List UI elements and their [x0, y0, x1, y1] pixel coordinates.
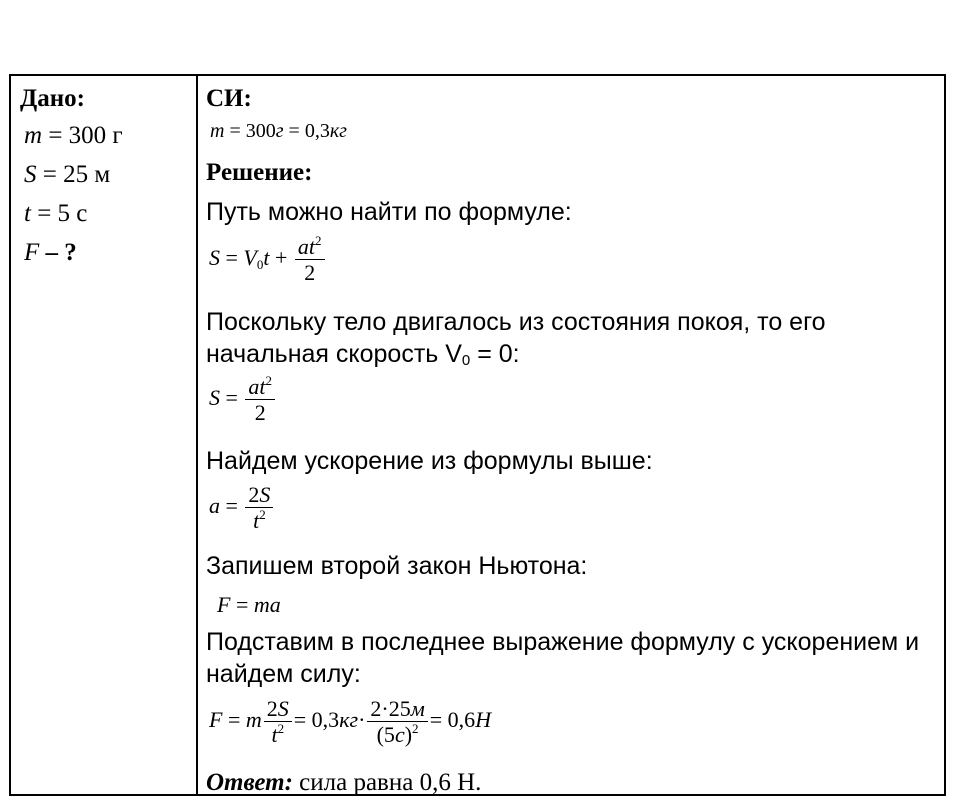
step-text-5-line2: найдем силу:: [206, 660, 361, 688]
step-text-2-line1: Поскольку тело двигалось из состояния покоя, то его: [206, 308, 826, 336]
formula-path: $S = V_0t$ + $\frac{at^2}{2}$: [209, 234, 327, 286]
given-item-time: [24, 201, 87, 226]
given-item-force: [24, 240, 77, 265]
formula-force-result: F = m $\frac{2S}{t^2}$ = 0,3кг· 2·25м $(5с)^2$ = 0,6H: [209, 696, 492, 748]
answer-text: сила равна 0,6 Н.: [299, 769, 482, 796]
given-item-mass: [24, 123, 123, 148]
step-text-5-line1: Подставим в последнее выражение формулу с ускорением и: [206, 628, 920, 656]
given-unknown: – ?: [45, 239, 77, 266]
si-conversion: m = 300г = 0,3кг: [210, 120, 347, 142]
formula-acceleration: a = $\frac{2S}{t^2}$: [209, 482, 275, 534]
given-item-distance: [24, 162, 110, 187]
step-text-1: Путь можно найти по формуле:: [206, 198, 572, 226]
given-value: = 5 с: [37, 200, 88, 227]
given-value: = 25 м: [42, 161, 111, 188]
step-text-2-line2: начальная скорость $V_0 = 0$:: [206, 340, 520, 369]
given-var: S: [24, 161, 37, 188]
column-divider: [196, 76, 198, 794]
given-var: m: [24, 122, 43, 149]
formula-newton: F = ma: [217, 592, 281, 617]
formula-path-rest: S = $\frac{at^2}{2}$: [209, 374, 277, 426]
answer-label: Ответ:: [206, 769, 293, 796]
step-text-3: Найдем ускорение из формулы выше:: [206, 447, 653, 475]
solution-table: [9, 74, 946, 796]
si-heading: СИ:: [206, 85, 252, 112]
step-text-4: Запишем второй закон Ньютона:: [206, 552, 588, 580]
given-heading: Дано:: [20, 85, 85, 112]
given-value: = 300 г: [48, 122, 123, 149]
answer-line: [206, 770, 481, 795]
solution-heading: Решение:: [206, 159, 313, 186]
given-var: F: [24, 239, 40, 266]
given-var: t: [24, 200, 31, 227]
